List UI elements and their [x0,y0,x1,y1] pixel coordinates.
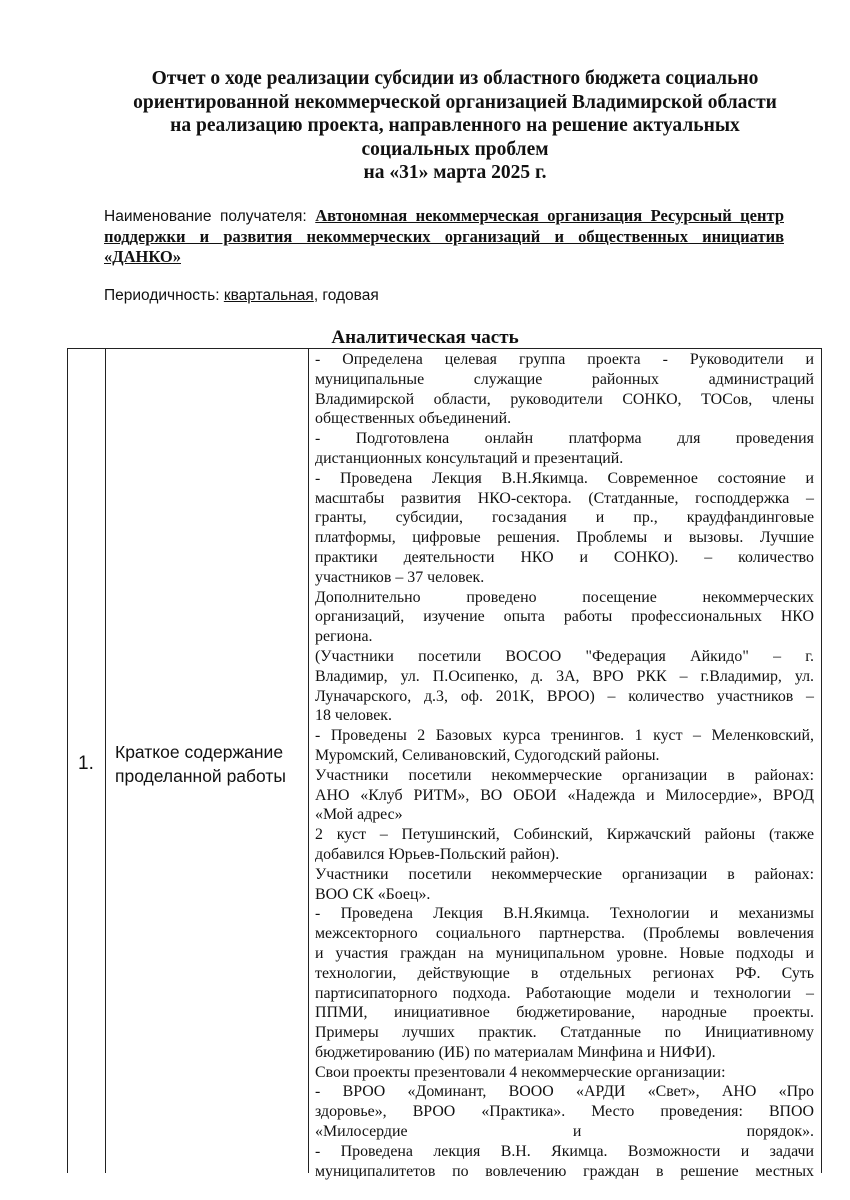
recipient-block [104,206,784,267]
content-line: участников – 37 человек. [315,568,485,586]
table-border-right [821,348,822,1173]
table-border-col1 [105,348,106,1173]
content-line: (Участники посетили ВОСОО "Федерация Айкидо" – г. [315,647,814,665]
content-line: практики деятельности НКО и СОНКО). – количество [315,548,814,566]
title-line-date: на «31» марта 2025 г. [363,162,547,183]
recipient-line-1 [104,206,784,227]
periodicity-selected: квартальная [223,287,314,304]
row-label-line: проделанной работы [115,766,286,786]
title-line: ориентированной некоммерческой организацией Владимирской области [133,91,777,113]
content-line: муниципальные служащие районных администраций [315,370,814,388]
content-line: Муромский, Селивановский, Судогодский районы. [315,746,660,764]
content-line: технологии, действующие в отдельных регионах РФ. Суть [315,964,814,982]
section-title: Аналитическая часть [331,327,519,348]
recipient-name-part: «ДАНКО» [104,247,181,266]
content-line: Владимирской области, руководители СОНКО, ТОСов, члены [315,390,814,408]
content-line: бюджетированию (ИБ) по материалам Минфина и НИФИ). [315,1043,716,1061]
content-line: организаций, изучение опыта работы профессиональных НКО [315,608,814,626]
row-label [115,740,310,788]
report-title [100,67,810,185]
content-line: ППМИ, инициативное бюджетирование, народные проекты. [315,1004,814,1022]
content-line: общественных объединений. [315,410,512,428]
content-line: межсекторного социального партнерства. (Проблемы вовлечения [315,925,814,943]
content-line: Владимир, ул. П.Осипенко, д. 3А, ВРО РКК – г.Владимир, ул. [315,667,814,685]
content-line: 18 человек. [315,707,392,725]
content-line: партисипаторного подхода. Работающие модели и технологии – [315,984,814,1002]
content-line: региона. [315,628,373,646]
row-label-line: Краткое содержание [115,742,284,762]
content-line: гранты, субсидии, госзадания и пр., краудфандинговые [315,509,814,527]
content-line: и участия граждан на муниципальном уровне. Новые подходы и [315,944,814,962]
periodicity-other: , годовая [313,287,379,304]
title-line: социальных проблем [361,138,549,160]
recipient-label: Наименование получателя: [104,208,316,225]
content-line: - ВРОО «Доминант, ВООО «АРДИ «Свет», АНО «Про [315,1083,814,1101]
content-line: Луначарского, д.3, оф. 201К, ВРОО) – количество участников – [315,687,814,705]
periodicity-line [104,287,379,305]
periodicity-label: Периодичность: [104,287,224,304]
content-line: здоровье», ВРОО «Практика». Место проведения: ВПОО [315,1103,814,1121]
table-border-left [67,348,68,1173]
content-line: - Проведена Лекция В.Н.Якимца. Современное состояние и [315,469,814,487]
content-line: ВОО СК «Боец». [315,885,431,903]
content-line: - Проведена Лекция В.Н.Якимца. Технологии и механизмы [315,905,814,923]
content-line: - Подготовлена онлайн платформа для проведения [315,430,814,448]
row-content [315,350,814,1180]
content-line: Свои проекты презентовали 4 некоммерческие организации: [315,1063,726,1081]
content-line: Дополнительно проведено посещение некоммерческих [315,588,814,606]
title-line: на реализацию проекта, направленного на решение актуальных [170,115,740,136]
title-line: Отчет о ходе реализации субсидии из областного бюджета социально [151,68,759,89]
content-line: - Проведены 2 Базовых курса тренингов. 1 куст – Меленковский, [315,727,814,745]
content-line: АНО «Клуб РИТМ», ВО ОБОИ «Надежда и Милосердие», ВРОД [315,786,814,804]
content-line: платформы, цифровые решения. Проблемы и вызовы. Лучшие [315,529,814,547]
content-line: Примеры лучших практик. Статданные по Инициативному [315,1024,814,1042]
recipient-name-part: Автономная некоммерческая организация Ресурсный центр [315,206,784,225]
content-line: масштабы развития НКО-сектора. (Статданные, господдержка – [315,489,814,507]
content-line: Участники посетили некоммерческие организации в районах: [315,766,814,784]
content-line: Участники посетили некоммерческие организации в районах: [315,865,814,883]
content-line: «Милосердие и порядок». [315,1123,814,1141]
content-line: добавился Юрьев-Польский район). [315,845,560,863]
content-line: дистанционных консультаций и презентаций. [315,449,624,467]
content-line: - Определена целевая группа проекта - Руководители и [315,351,814,368]
content-line: «Мой адрес» [315,806,403,824]
content-line: 2 куст – Петушинский, Собинский, Киржачский районы (также [315,826,814,844]
content-line: муниципалитетов по вовлечению граждан в решение местных [315,1162,814,1180]
recipient-name-part: поддержки и развития некоммерческих организаций и общественных инициатив [104,227,784,246]
row-number: 1. [78,753,94,774]
content-line: - Проведена лекция В.Н. Якимца. Возможности и задачи [315,1142,814,1160]
